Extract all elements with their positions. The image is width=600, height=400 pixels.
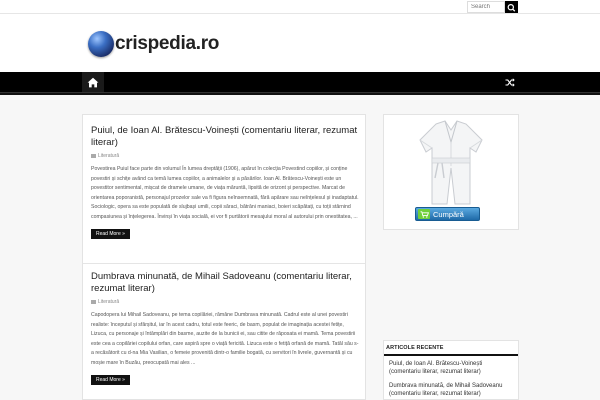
folder-icon (91, 300, 96, 304)
top-bar (0, 0, 600, 14)
recent-article-link[interactable]: Dumbrava minunată, de Mihail Sadoveanu (comentariu literar, rezumat literar) (389, 383, 503, 397)
post-item (91, 271, 359, 386)
post-meta (91, 153, 359, 159)
home-icon (87, 77, 99, 88)
content-area (82, 114, 366, 400)
read-more-button[interactable]: Read More » (91, 229, 130, 239)
search-input[interactable] (467, 1, 505, 13)
search-icon (505, 2, 518, 14)
folder-icon (91, 154, 96, 158)
buy-button[interactable] (415, 207, 480, 221)
nav-strip (0, 92, 600, 95)
random-article-button[interactable] (500, 72, 520, 92)
cart-icon (418, 209, 430, 219)
recent-article-link[interactable]: Puiul, de Ioan Al. Brătescu-Voinești (comentariu literar, rezumat literar) (389, 361, 483, 375)
site-logo[interactable] (88, 30, 219, 58)
shuffle-icon (505, 78, 515, 87)
recent-articles-widget (383, 340, 519, 400)
site-header (0, 14, 600, 72)
post-excerpt: Capodopera lui Mihail Sadoveanu, pe tema copilăriei, rămâne Dumbrava minunată. Cadrul este al unei povestiri realiste: începutul și sfârșitul, iar în acest cadru, totul este feeric, de basm, populat de imaginația acestei fetițe, Lizuca, cu personaje și întâmplări din basme, auzite de la bunicii ei, sau citite de răposata ei mamă. Tema povestirii este cea a copilăriei copilului orfan, care aspiră spre o viață fericită. Lizuca este o fetiță orfană de mamă. Tatăl său s-a recăsătorit cu d-na Mia Vasilian, o femeie provenită dintr-o familie bogată, cu servitori în livrele, guvernantă și cu moșie mare în Buzău, preocupată mai ales ... (91, 312, 359, 366)
post-title[interactable]: Puiul, de Ioan Al. Brătescu-Voinești (comentariu literar, rezumat literar) (91, 125, 358, 148)
product-ad[interactable] (383, 114, 519, 230)
read-more-button[interactable]: Read More » (91, 375, 130, 385)
globe-icon (88, 31, 114, 57)
post-divider (83, 263, 365, 264)
post-excerpt: Povestirea Puiul face parte din volumul În lumea dreptății (1906), apărut în colecția Povestind copiilor, și conține povestiri și schițe având ca temă lumea copiilor, a animalelor și a păsărilor. Ioan Al. Brătescu-Voinești este un povestitor sentimental, mișcat de dramele umane, de viața măruntă, lipsită de orizont și perspective. Marcat de orientarea poporanistă, personajul prozelor sale va fi figura neînsemnată, fără apărare sau neînțelesul și inadaptatul. Sociologic, opera sa este populată de slujbași umili, copii săraci, bătrâni maniaci, boieri scăpătați, cu toții stârnind compasiunea și înțelegerea. Învinși în viața socială, ei vor fi purtătorii mesajului moral al autorului prin onestitatea, ... (91, 166, 359, 220)
site-name: crispedia.ro (115, 33, 220, 54)
home-button[interactable] (82, 72, 104, 92)
post-item (91, 125, 359, 240)
post-category[interactable]: Literatură (98, 299, 120, 305)
post-meta (91, 299, 359, 305)
buy-label: Cumpără (433, 209, 464, 219)
search-button[interactable] (505, 1, 518, 13)
recent-articles-title: ARTICOLE RECENTE (384, 341, 518, 356)
kimono-image[interactable] (390, 118, 512, 206)
post-category[interactable]: Literatură (98, 153, 120, 159)
post-title[interactable]: Dumbrava minunată, de Mihail Sadoveanu (comentariu literar, rezumat literar) (91, 271, 352, 294)
